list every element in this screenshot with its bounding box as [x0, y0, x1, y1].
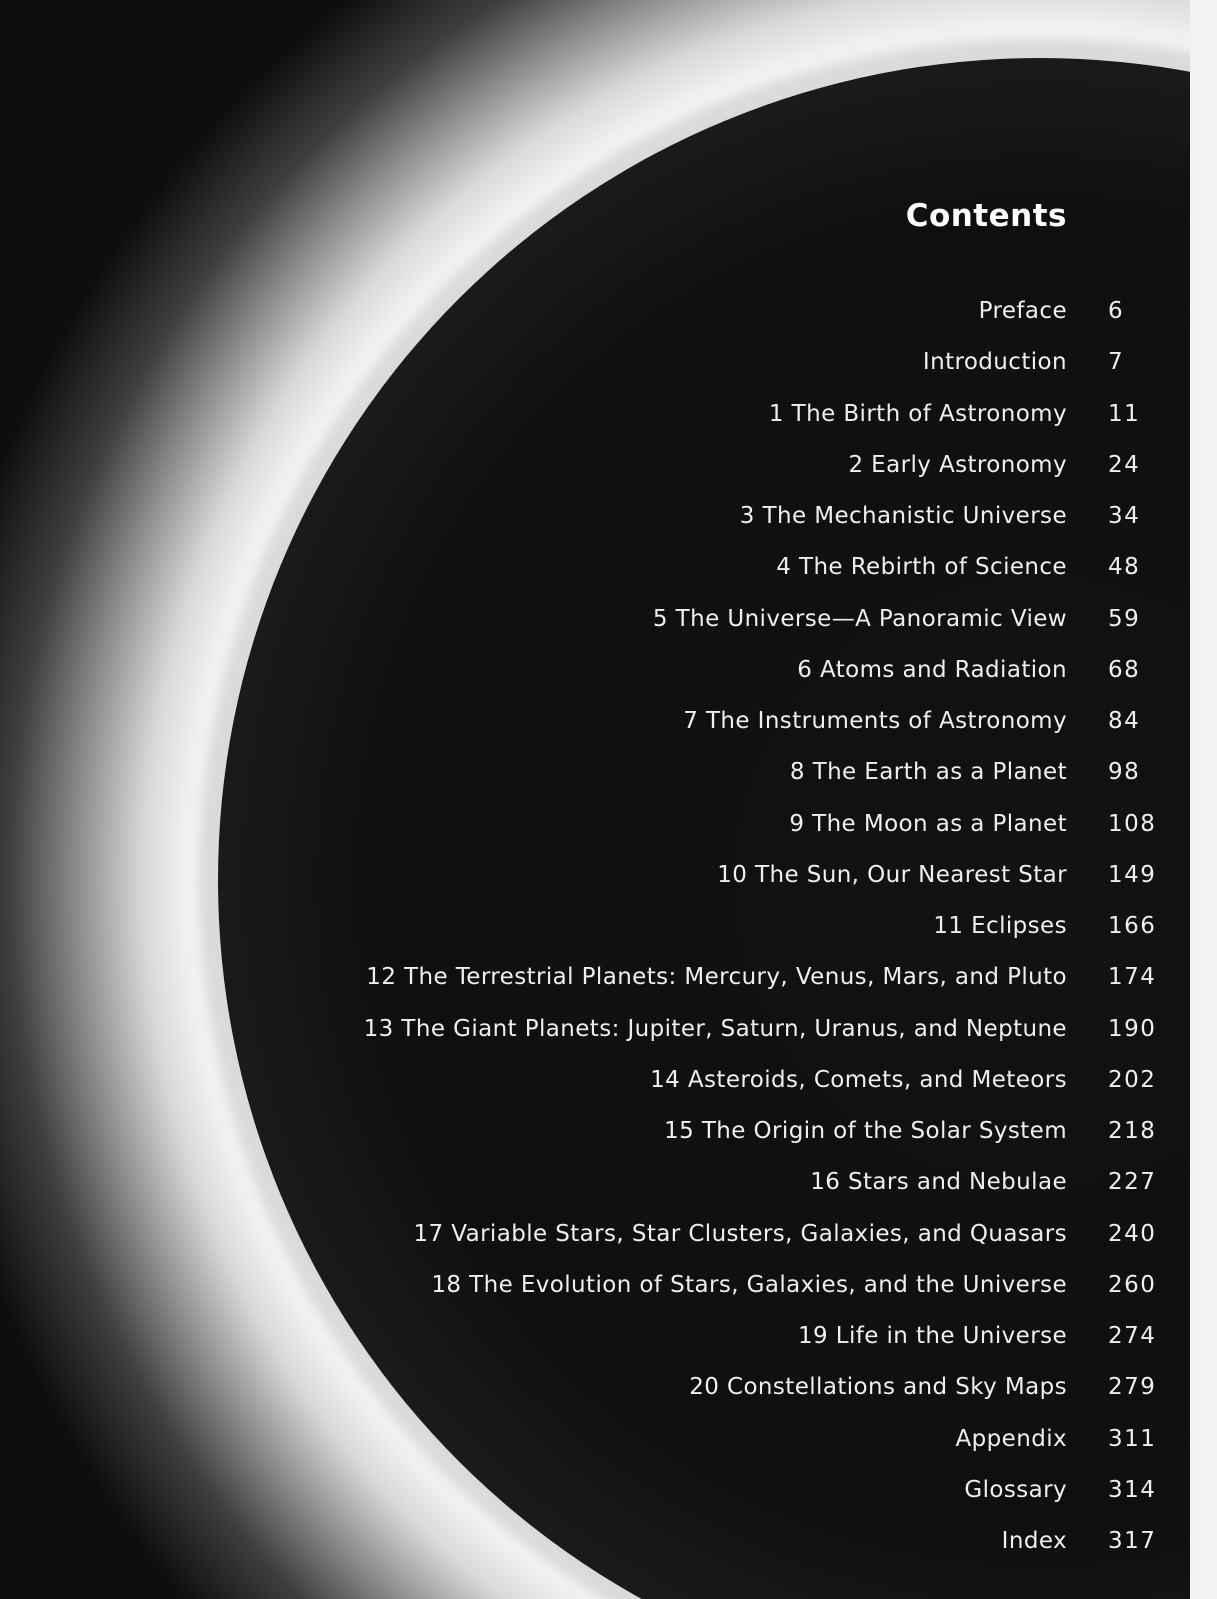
toc-entry: [0, 1321, 1217, 1361]
toc-entry-title: 15 The Origin of the Solar System: [664, 1118, 1067, 1144]
toc-entry: [0, 1372, 1217, 1412]
toc-entry: [0, 450, 1217, 490]
toc-entry: [0, 1475, 1217, 1515]
toc-entry-page-number: 24: [1108, 452, 1141, 478]
toc-entry-title: 11 Eclipses: [933, 913, 1067, 939]
toc-entry-page-number: 68: [1108, 657, 1141, 683]
toc-entry: [0, 604, 1217, 644]
toc-entry: [0, 1270, 1217, 1310]
toc-entry: [0, 552, 1217, 592]
toc-entry: [0, 1065, 1217, 1105]
toc-entry-page-number: 166: [1108, 913, 1157, 939]
toc-entry-title: 10 The Sun, Our Nearest Star: [717, 862, 1067, 888]
toc-entry-title: Index: [1001, 1528, 1067, 1554]
toc-entry-title: 9 The Moon as a Planet: [789, 811, 1067, 837]
toc-entry: [0, 706, 1217, 746]
toc-entry-title: 8 The Earth as a Planet: [789, 759, 1067, 785]
toc-entry-title: 12 The Terrestrial Planets: Mercury, Venus, Mars, and Pluto: [366, 964, 1067, 990]
toc-entry-title: 13 The Giant Planets: Jupiter, Saturn, Uranus, and Neptune: [363, 1016, 1067, 1042]
toc-entry-title: 18 The Evolution of Stars, Galaxies, and the Universe: [431, 1272, 1067, 1298]
toc-entry: [0, 757, 1217, 797]
toc-entry-page-number: 260: [1108, 1272, 1157, 1298]
toc-entry-page-number: 149: [1108, 862, 1157, 888]
toc-entry-page-number: 317: [1108, 1528, 1157, 1554]
toc-entry-page-number: 59: [1108, 606, 1141, 632]
toc-entry: [0, 962, 1217, 1002]
toc-entry: [0, 501, 1217, 541]
toc-entry: [0, 1526, 1217, 1566]
toc-entry-title: 1 The Birth of Astronomy: [768, 401, 1067, 427]
toc-entry: [0, 1116, 1217, 1156]
toc-entry-page-number: 7: [1108, 349, 1125, 375]
toc-entry-title: 6 Atoms and Radiation: [797, 657, 1067, 683]
toc-entry-page-number: 6: [1108, 298, 1125, 324]
toc-entry-page-number: 227: [1108, 1169, 1157, 1195]
toc-entry-title: Introduction: [922, 349, 1067, 375]
toc-entry: [0, 296, 1217, 336]
toc-entry: [0, 655, 1217, 695]
toc-entry-title: 7 The Instruments of Astronomy: [683, 708, 1067, 734]
toc-entry-page-number: 98: [1108, 759, 1141, 785]
toc-entry-page-number: 279: [1108, 1374, 1157, 1400]
toc-entry-page-number: 218: [1108, 1118, 1157, 1144]
toc-entry-title: 14 Asteroids, Comets, and Meteors: [650, 1067, 1067, 1093]
toc-entry: [0, 860, 1217, 900]
toc-entry-title: Preface: [978, 298, 1067, 324]
toc-entry: [0, 347, 1217, 387]
toc-entry-page-number: 314: [1108, 1477, 1157, 1503]
toc-entry-page-number: 202: [1108, 1067, 1157, 1093]
toc-entry-page-number: 34: [1108, 503, 1141, 529]
toc-entry-title: 17 Variable Stars, Star Clusters, Galaxies, and Quasars: [413, 1221, 1067, 1247]
toc-entry: [0, 1219, 1217, 1259]
toc-entry-page-number: 174: [1108, 964, 1157, 990]
toc-entry-title: 20 Constellations and Sky Maps: [689, 1374, 1067, 1400]
toc-entry-page-number: 190: [1108, 1016, 1157, 1042]
toc-entry-page-number: 48: [1108, 554, 1141, 580]
toc-entry: [0, 809, 1217, 849]
toc-entry-title: Appendix: [955, 1426, 1067, 1452]
toc-entry-page-number: 240: [1108, 1221, 1157, 1247]
page-title: Contents: [905, 198, 1067, 234]
toc-entry: [0, 911, 1217, 951]
toc-entry: [0, 399, 1217, 439]
toc-entry-title: 16 Stars and Nebulae: [810, 1169, 1067, 1195]
toc-entry-page-number: 84: [1108, 708, 1141, 734]
toc-entry-title: 19 Life in the Universe: [797, 1323, 1067, 1349]
toc-entry-page-number: 311: [1108, 1426, 1157, 1452]
toc-entry: [0, 1424, 1217, 1464]
toc-entry-title: Glossary: [964, 1477, 1067, 1503]
toc-entry: [0, 1014, 1217, 1054]
toc-entry-title: 3 The Mechanistic Universe: [739, 503, 1067, 529]
toc-entry-title: 5 The Universe—A Panoramic View: [652, 606, 1067, 632]
toc-entry-title: 2 Early Astronomy: [848, 452, 1067, 478]
toc-entry-page-number: 11: [1108, 401, 1141, 427]
toc-entry: [0, 1167, 1217, 1207]
toc-entry-page-number: 274: [1108, 1323, 1157, 1349]
toc-entry-page-number: 108: [1108, 811, 1157, 837]
toc-entry-title: 4 The Rebirth of Science: [776, 554, 1067, 580]
